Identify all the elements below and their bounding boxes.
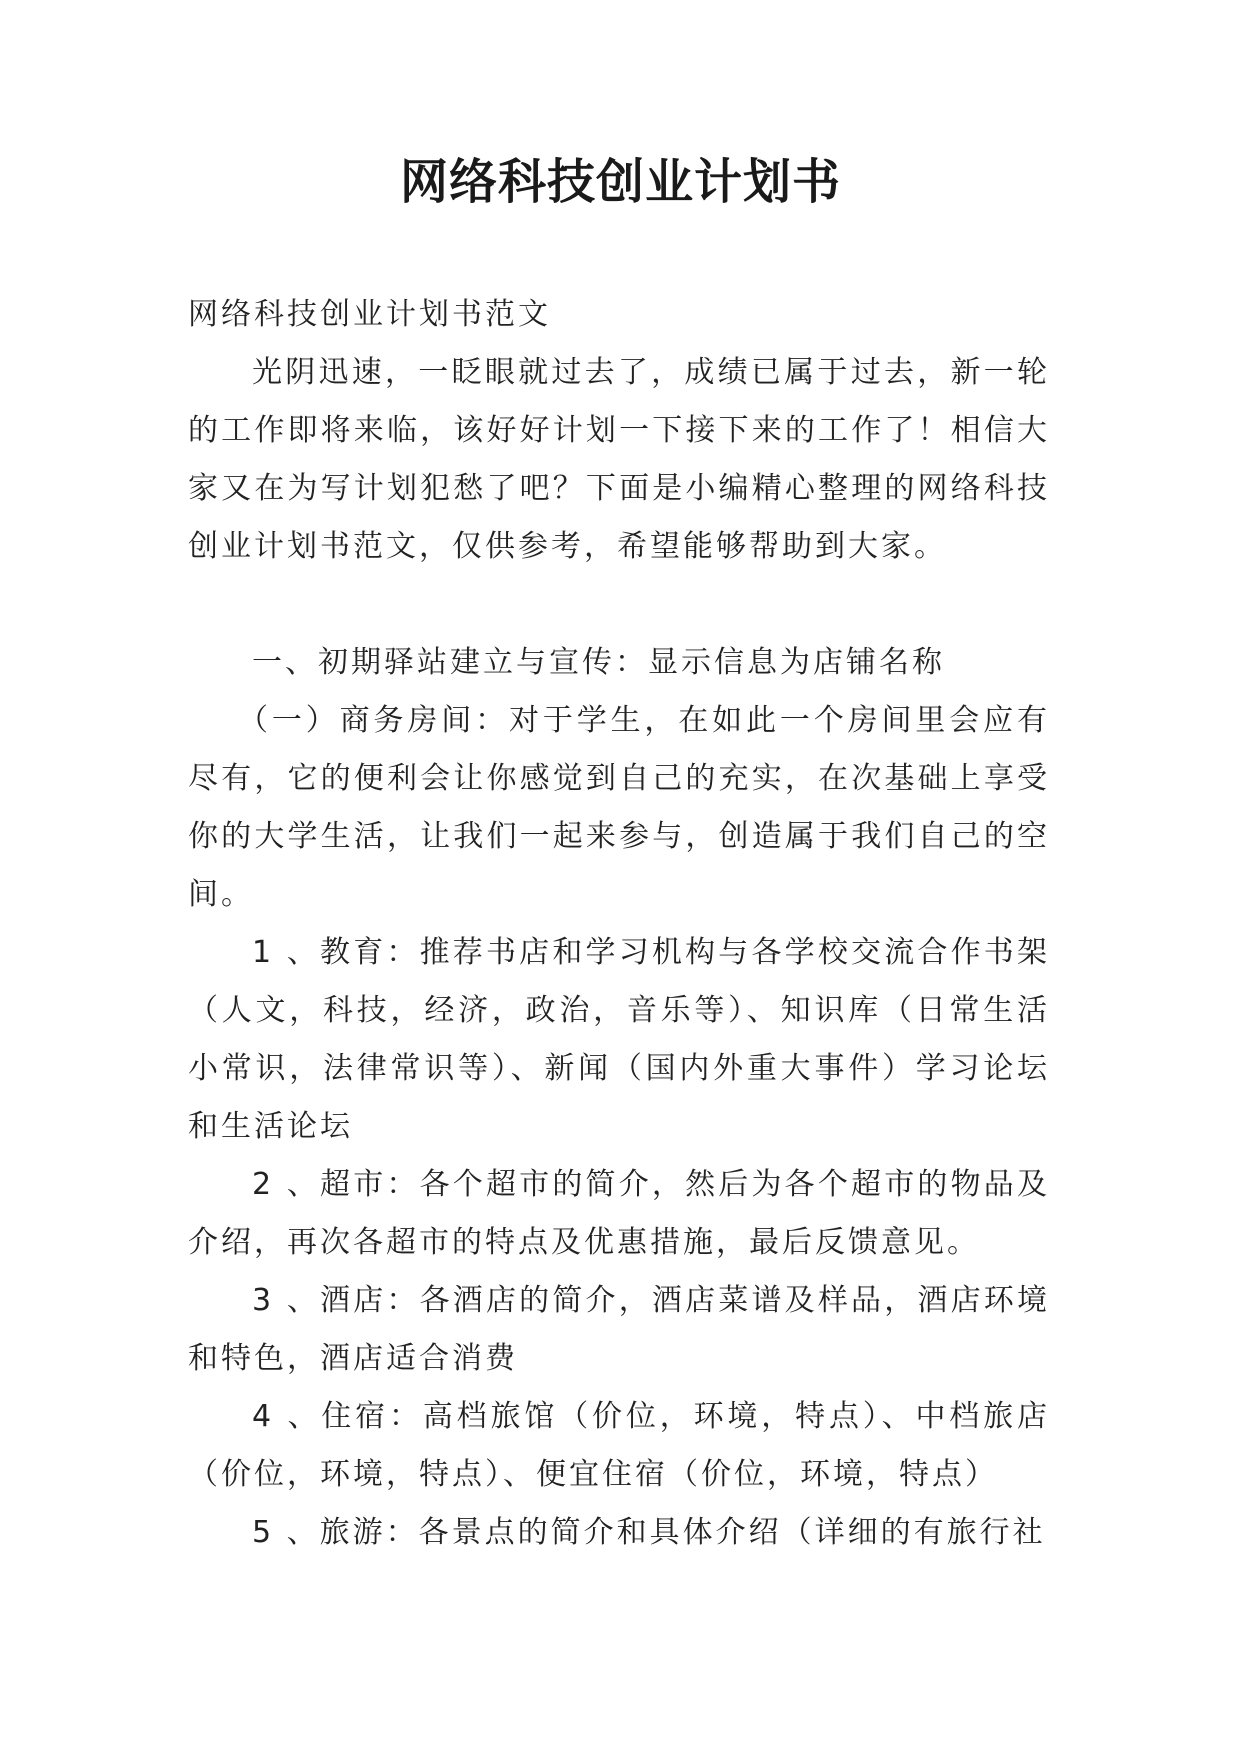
list-item-education: 1 、教育：推荐书店和学习机构与各学校交流合作书架（人文，科技，经济，政治，音乐等）、知识库（日常生活小常识，法律常识等）、新闻（国内外重大事件）学习论坛和生活论坛 (188, 935, 1050, 1144)
document-title: 网络科技创业计划书 (399, 154, 841, 210)
list-item-lodging: 4 、住宿：高档旅馆（价位，环境，特点）、中档旅店（价位，环境，特点）、便宜住宿（价位，环境，特点） (188, 1399, 1050, 1492)
list-item-supermarket: 2 、超市：各个超市的简介，然后为各个超市的物品及介绍，再次各超市的特点及优惠措施，最后反馈意见。 (188, 1167, 1050, 1260)
subsection-paragraph: （一）商务房间：对于学生，在如此一个房间里会应有尽有，它的便利会让你感觉到自己的充实，在次基础上享受你的大学生活，让我们一起来参与，创造属于我们自己的空间。 (188, 703, 1050, 912)
intro-paragraph: 光阴迅速，一眨眼就过去了，成绩已属于过去，新一轮的工作即将来临，该好好计划一下接下来的工作了！相信大家又在为写计划犯愁了吧？下面是小编精心整理的网络科技创业计划书范文，仅供参考，希望能够帮助到大家。 (188, 355, 1050, 564)
document-body (188, 286, 1050, 1562)
list-item-hotel: 3 、酒店：各酒店的简介，酒店菜谱及样品，酒店环境和特色，酒店适合消费 (188, 1283, 1050, 1376)
list-item-travel: 5 、旅游：各景点的简介和具体介绍（详细的有旅行社 (252, 1515, 1046, 1550)
section-heading: 一、初期驿站建立与宣传：显示信息为店铺名称 (252, 645, 945, 680)
paragraph-gap (188, 576, 1050, 634)
document-subtitle: 网络科技创业计划书范文 (188, 297, 551, 332)
